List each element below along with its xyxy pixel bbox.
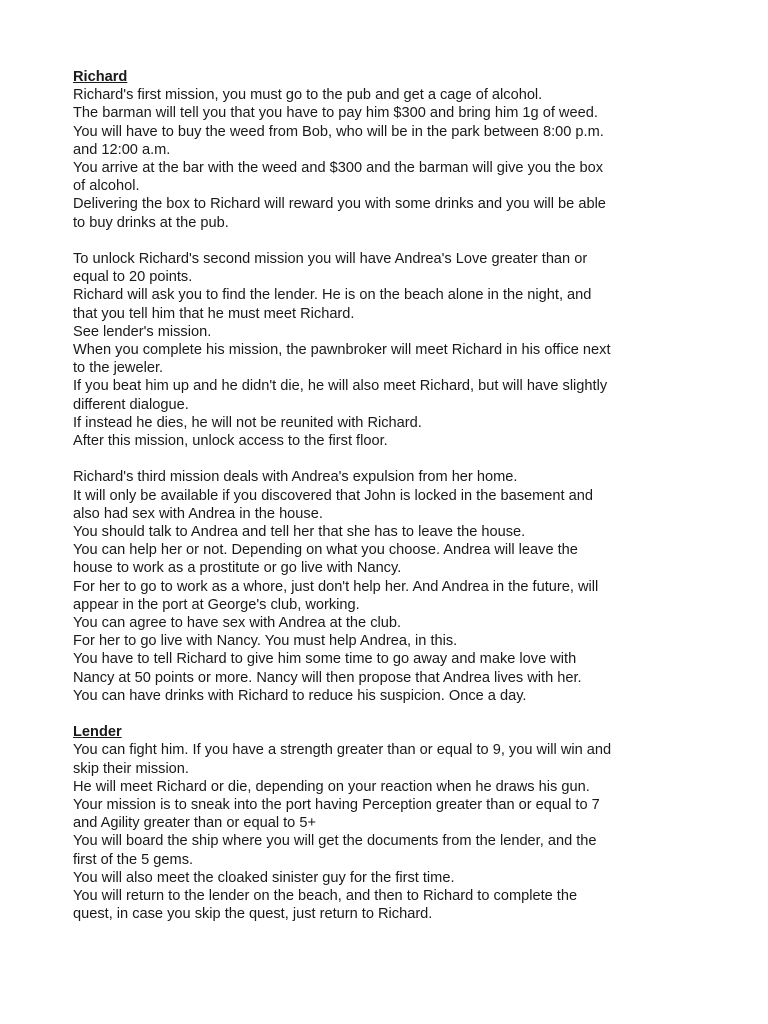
text-line: You should talk to Andrea and tell her that she has to leave the house. (73, 524, 526, 541)
text-line: to the jeweler. (73, 360, 164, 377)
text-line: The barman will tell you that you have to pay him $300 and bring him 1g of weed. (73, 105, 598, 122)
section-heading: Lender (73, 724, 122, 741)
text-line: of alcohol. (73, 178, 140, 195)
text-line: You arrive at the bar with the weed and $300 and the barman will give you the box (73, 160, 604, 177)
paragraph (73, 741, 713, 923)
text-line: that you tell him that he must meet Richard. (73, 305, 355, 322)
text-line: appear in the port at George's club, working. (73, 596, 360, 613)
text-line: It will only be available if you discovered that John is locked in the basement and (73, 487, 594, 504)
text-line: You can fight him. If you have a strength greater than or equal to 9, you will win and (73, 742, 612, 759)
section-richard (73, 68, 713, 705)
text-line: to buy drinks at the pub. (73, 214, 229, 231)
text-line: Nancy at 50 points or more. Nancy will then propose that Andrea lives with her. (73, 669, 582, 686)
text-line: To unlock Richard's second mission you will have Andrea's Love greater than or (73, 251, 588, 268)
paragraph (73, 250, 713, 450)
text-line: You will board the ship where you will get the documents from the lender, and the (73, 833, 597, 850)
text-line: He will meet Richard or die, depending on your reaction when he draws his gun. (73, 778, 590, 795)
text-line: You can help her or not. Depending on what you choose. Andrea will leave the (73, 542, 578, 559)
text-line: See lender's mission. (73, 323, 212, 340)
paragraph (73, 468, 713, 705)
text-line: and Agility greater than or equal to 5+ (73, 815, 316, 832)
text-line: also had sex with Andrea in the house. (73, 505, 323, 522)
text-line: You will also meet the cloaked sinister guy for the first time. (73, 869, 455, 886)
text-line: Delivering the box to Richard will reward you with some drinks and you will be able (73, 196, 606, 213)
text-line: Richard's first mission, you must go to the pub and get a cage of alcohol. (73, 87, 543, 104)
section-heading: Richard (73, 69, 128, 85)
text-line: You will return to the lender on the beach, and then to Richard to complete the (73, 888, 578, 905)
paragraph (73, 86, 713, 232)
text-line: house to work as a prostitute or go live with Nancy. (73, 560, 402, 577)
text-line: first of the 5 gems. (73, 851, 194, 868)
document-page (73, 68, 713, 924)
text-line: skip their mission. (73, 760, 189, 777)
section-gap (73, 705, 713, 723)
text-line: You have to tell Richard to give him some time to go away and make love with (73, 651, 577, 668)
text-line: If you beat him up and he didn't die, he will also meet Richard, but will have slightly (73, 378, 608, 395)
section-lender (73, 723, 713, 923)
text-line: If instead he dies, he will not be reunited with Richard. (73, 414, 422, 431)
text-line: quest, in case you skip the quest, just return to Richard. (73, 906, 433, 923)
text-line: Richard will ask you to find the lender. He is on the beach alone in the night, and (73, 287, 592, 304)
text-line: After this mission, unlock access to the first floor. (73, 433, 388, 450)
text-line: equal to 20 points. (73, 269, 193, 286)
paragraph-gap (73, 450, 713, 468)
paragraph-gap (73, 232, 713, 250)
text-line: You can have drinks with Richard to reduce his suspicion. Once a day. (73, 687, 527, 704)
text-line: Your mission is to sneak into the port having Perception greater than or equal to 7 (73, 797, 600, 814)
text-line: For her to go live with Nancy. You must help Andrea, in this. (73, 633, 458, 650)
text-line: When you complete his mission, the pawnbroker will meet Richard in his office next (73, 342, 611, 359)
text-line: different dialogue. (73, 396, 189, 413)
text-line: For her to go to work as a whore, just don't help her. And Andrea in the future, will (73, 578, 599, 595)
text-line: You can agree to have sex with Andrea at the club. (73, 615, 402, 632)
text-line: You will have to buy the weed from Bob, who will be in the park between 8:00 p.m. (73, 123, 604, 140)
text-line: and 12:00 a.m. (73, 141, 171, 158)
text-line: Richard's third mission deals with Andrea's expulsion from her home. (73, 469, 518, 486)
